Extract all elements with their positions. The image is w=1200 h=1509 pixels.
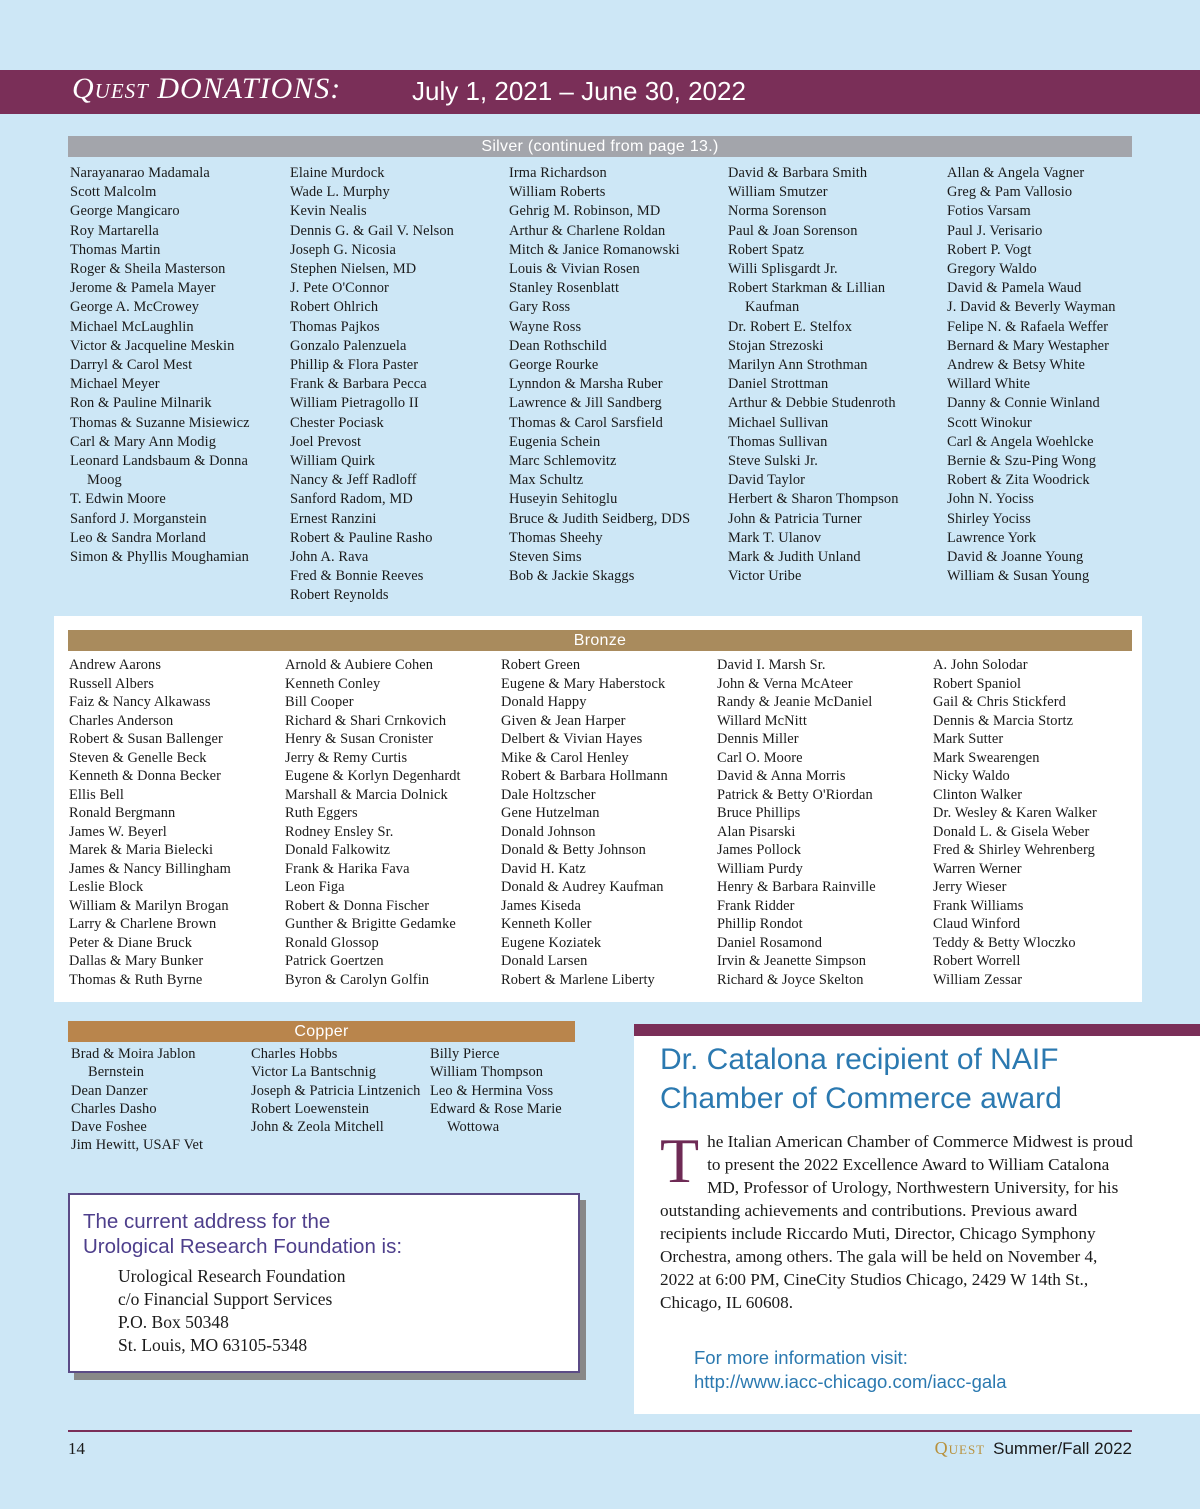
- donor-name: Donald & Audrey Kaufman: [501, 879, 664, 895]
- donor-name: Robert & Marlene Liberty: [501, 971, 655, 988]
- donor-name: Brad & Moira Jablon Bernstein: [71, 1046, 196, 1081]
- donor-name: Ernest Ranzini: [290, 510, 377, 527]
- donor-name: Marek & Maria Bielecki: [69, 842, 214, 858]
- donor-name: George Rourke: [509, 357, 599, 374]
- donor-name: Robert & Susan Ballenger: [69, 731, 223, 747]
- donor-name: Thomas & Carol Sarsfield: [509, 414, 663, 431]
- donor-name: Robert & Barbara Hollmann: [501, 768, 668, 784]
- more-info-link[interactable]: http://www.iacc-chicago.com/iacc-gala: [694, 1371, 1007, 1392]
- donor-name: Lawrence & Jill Sandberg: [509, 395, 662, 412]
- donor-name: Lawrence York: [947, 529, 1037, 546]
- donor-name: Robert & Zita Woodrick: [947, 472, 1090, 489]
- donor-name: Scott Malcolm: [70, 184, 157, 201]
- page-number: 14: [68, 1439, 85, 1458]
- donor-name: Shirley Yociss: [947, 510, 1031, 527]
- donor-name: Steven Sims: [509, 549, 582, 566]
- donor-name: Fred & Bonnie Reeves: [290, 568, 424, 585]
- donor-name: Thomas Sullivan: [728, 433, 828, 450]
- footer-issue-label: Summer/Fall 2022: [993, 1439, 1132, 1458]
- donor-name: Andrew & Betsy White: [947, 357, 1086, 374]
- donor-name: Dallas & Mary Bunker: [69, 953, 204, 969]
- donor-name: Thomas & Suzanne Misiewicz: [70, 414, 250, 431]
- donor-name: David H. Katz: [501, 860, 586, 877]
- donor-name: Delbert & Vivian Hayes: [501, 731, 643, 747]
- donor-name: Randy & Jeanie McDaniel: [717, 694, 873, 710]
- donor-name: Bill Cooper: [285, 694, 354, 710]
- donor-name: Mark Sutter: [933, 731, 1004, 747]
- donor-name: Marilyn Ann Strothman: [728, 357, 868, 374]
- donor-name: Edward & Rose Marie Wottowa: [430, 1100, 562, 1136]
- donor-name: Thomas Sheehy: [509, 529, 603, 546]
- donor-name: William Zessar: [933, 971, 1023, 988]
- donor-name: Willard McNitt: [717, 712, 807, 729]
- donor-name: Scott Winokur: [947, 414, 1032, 431]
- donor-name: Bruce & Judith Seidberg, DDS: [509, 510, 691, 527]
- donor-name: Warren Werner: [933, 860, 1022, 877]
- donor-name: Mike & Carol Henley: [501, 749, 629, 766]
- donor-name: Robert Reynolds: [290, 587, 389, 604]
- donor-name: David & Barbara Smith: [728, 165, 868, 181]
- donor-name: Allan & Angela Vagner: [947, 165, 1085, 181]
- donor-name: Ellis Bell: [69, 786, 124, 803]
- donor-name: Bernard & Mary Westapher: [947, 337, 1110, 354]
- donor-name: Stephen Nielsen, MD: [290, 261, 417, 278]
- donor-name: Faiz & Nancy Alkawass: [69, 694, 211, 710]
- donor-name: Ron & Pauline Milnarik: [70, 395, 212, 412]
- donor-name: John & Verna McAteer: [717, 675, 853, 692]
- article-rule: [634, 1024, 1200, 1036]
- donor-name: Stojan Strezoski: [728, 337, 824, 354]
- more-info: [694, 1346, 1007, 1394]
- donor-name: Andrew Aarons: [69, 657, 162, 673]
- donor-name: Huseyin Sehitoglu: [509, 491, 618, 508]
- bronze-column-5: [933, 656, 1133, 989]
- donor-name: Robert P. Vogt: [947, 241, 1032, 258]
- donor-name: Greg & Pam Vallosio: [947, 184, 1073, 201]
- donor-name: David Taylor: [728, 472, 806, 489]
- donor-name: James & Nancy Billingham: [69, 860, 231, 877]
- donor-name: Clinton Walker: [933, 786, 1023, 803]
- donor-name: Robert & Donna Fischer: [285, 897, 430, 914]
- donor-name: William Thompson: [430, 1064, 544, 1081]
- drop-cap: T: [660, 1125, 700, 1196]
- donor-name: Billy Pierce: [430, 1046, 500, 1062]
- donor-name: Given & Jean Harper: [501, 712, 626, 729]
- donor-name: Darryl & Carol Mest: [70, 357, 193, 374]
- silver-column-1: [70, 164, 285, 567]
- bronze-header: Bronze: [68, 630, 1132, 651]
- donor-name: Bernie & Szu-Ping Wong: [947, 453, 1097, 470]
- footer-rule: [68, 1430, 1132, 1432]
- donor-name: Henry & Susan Cronister: [285, 731, 434, 747]
- donor-name: Leon Figa: [285, 879, 345, 895]
- donor-name: Steve Sulski Jr.: [728, 453, 818, 470]
- donor-name: Donald Johnson: [501, 823, 596, 840]
- address-line-3: P.O. Box 50348: [118, 1312, 229, 1332]
- donor-name: Daniel Rosamond: [717, 934, 823, 951]
- silver-column-2: [290, 164, 505, 606]
- donor-name: Roy Martarella: [70, 222, 159, 239]
- donor-name: Jerome & Pamela Mayer: [70, 280, 216, 297]
- donor-name: Eugene & Korlyn Degenhardt: [285, 768, 461, 784]
- donor-name: Eugenia Schein: [509, 433, 601, 450]
- banner-period: July 1, 2021 – June 30, 2022: [412, 76, 746, 106]
- donor-name: Robert Loewenstein: [251, 1100, 370, 1117]
- donor-name: Michael Meyer: [70, 376, 160, 393]
- donor-name: Robert Spatz: [728, 241, 804, 258]
- donor-name: Dr. Robert E. Stelfox: [728, 318, 853, 335]
- copper-header: Copper: [68, 1021, 575, 1042]
- donor-name: Frank Ridder: [717, 897, 795, 914]
- donor-name: Robert Ohlrich: [290, 299, 379, 316]
- donor-name: Donald Falkowitz: [285, 842, 391, 858]
- donor-name: Peter & Diane Bruck: [69, 934, 192, 951]
- donor-name: Gary Ross: [509, 299, 571, 316]
- donor-name: Bob & Jackie Skaggs: [509, 568, 635, 585]
- donor-name: William Roberts: [509, 184, 606, 201]
- donor-name: Fred & Shirley Wehrenberg: [933, 842, 1095, 858]
- donor-name: Eugene Koziatek: [501, 934, 602, 951]
- donor-name: Russell Albers: [69, 675, 154, 692]
- donor-name: Phillip & Flora Paster: [290, 357, 419, 374]
- donor-name: Dean Danzer: [71, 1082, 148, 1099]
- donor-name: Donald Larsen: [501, 953, 588, 969]
- bronze-column-4: [717, 656, 929, 989]
- award-article: [634, 1024, 1200, 1414]
- donor-name: Dennis Miller: [717, 731, 799, 747]
- more-info-label: For more information visit:: [694, 1347, 908, 1368]
- donor-name: Thomas & Ruth Byrne: [69, 971, 203, 988]
- donor-name: J. David & Beverly Wayman: [947, 299, 1116, 316]
- donor-name: William & Susan Young: [947, 568, 1090, 585]
- donor-name: David & Joanne Young: [947, 549, 1084, 566]
- donor-name: Kenneth & Donna Becker: [69, 768, 222, 784]
- donor-name: James Kiseda: [501, 897, 581, 914]
- donor-name: Roger & Sheila Masterson: [70, 261, 226, 278]
- donor-name: Max Schultz: [509, 472, 584, 489]
- donor-name: Eugene & Mary Haberstock: [501, 675, 666, 692]
- donor-name: George A. McCrowey: [70, 299, 200, 316]
- donor-name: Paul J. Verisario: [947, 222, 1043, 239]
- donor-name: Charles Dasho: [71, 1100, 157, 1117]
- donor-name: Robert Starkman & Lillian Kaufman: [728, 280, 886, 316]
- award-body-text: he Italian American Chamber of Commerce Midwest is proud to present the 2022 Excellence Award to William Catalona MD, Professor of Urology, Northwestern University, for his outstanding achievements and contributions. Previous award recipients include Riccardo Muti, Director, Chicago Symphony Orchestra, among others. The gala will be held on November 4, 2022 at 6:00 PM, CineCity Studios Chicago, 2429 W 14th St., Chicago, IL 60608.: [660, 1132, 1133, 1312]
- silver-column-5: [947, 164, 1162, 586]
- donor-name: Jerry Wieser: [933, 879, 1007, 895]
- donor-name: Kevin Nealis: [290, 203, 367, 220]
- donor-name: Robert Worrell: [933, 953, 1021, 969]
- donor-name: James Pollock: [717, 842, 802, 858]
- section-banner: [0, 70, 1200, 114]
- donor-name: John & Zeola Mitchell: [251, 1119, 384, 1136]
- donor-name: Dennis G. & Gail V. Nelson: [290, 222, 454, 239]
- donor-name: Felipe N. & Rafaela Weffer: [947, 318, 1109, 335]
- donor-name: William & Marilyn Brogan: [69, 897, 229, 914]
- donor-name: Narayanarao Madamala: [70, 165, 210, 181]
- donor-name: David & Pamela Waud: [947, 280, 1082, 297]
- donor-name: Dale Holtzscher: [501, 786, 596, 803]
- address-line-4: St. Louis, MO 63105-5348: [118, 1335, 308, 1355]
- copper-column-1: [71, 1045, 246, 1155]
- donor-name: Norma Sorenson: [728, 203, 827, 220]
- donor-name: Fotios Varsam: [947, 203, 1031, 220]
- donor-name: Dr. Wesley & Karen Walker: [933, 805, 1097, 821]
- donor-name: Teddy & Betty Wloczko: [933, 934, 1076, 951]
- bronze-column-2: [285, 656, 497, 989]
- donor-name: Leo & Sandra Morland: [70, 529, 206, 546]
- donor-name: Richard & Shari Crnkovich: [285, 712, 447, 729]
- address-line-2: c/o Financial Support Services: [118, 1289, 333, 1309]
- copper-column-3: [430, 1045, 580, 1136]
- donor-name: Herbert & Sharon Thompson: [728, 491, 899, 508]
- footer-issue: [935, 1438, 1132, 1459]
- donor-name: Mark T. Ulanov: [728, 529, 822, 546]
- donor-name: Lynndon & Marsha Ruber: [509, 376, 663, 393]
- donor-name: Mark & Judith Unland: [728, 549, 861, 566]
- donor-name: Charles Anderson: [69, 712, 174, 729]
- donor-name: John & Patricia Turner: [728, 510, 862, 527]
- donor-name: Robert Spaniol: [933, 675, 1022, 692]
- address-line-1: Urological Research Foundation: [118, 1266, 346, 1286]
- donor-name: Dean Rothschild: [509, 337, 607, 354]
- donor-name: Ruth Eggers: [285, 805, 358, 821]
- donor-name: John A. Rava: [290, 549, 369, 566]
- donor-name: Elaine Murdock: [290, 165, 385, 181]
- donor-name: Irma Richardson: [509, 165, 607, 181]
- donor-name: Leo & Hermina Voss: [430, 1082, 554, 1099]
- donor-name: Gregory Waldo: [947, 261, 1037, 278]
- donor-name: Michael Sullivan: [728, 414, 829, 431]
- donor-name: Sanford J. Morganstein: [70, 510, 207, 527]
- donor-name: Victor & Jacqueline Meskin: [70, 337, 235, 354]
- donor-name: Patrick & Betty O'Riordan: [717, 786, 873, 803]
- donor-name: Stanley Rosenblatt: [509, 280, 620, 297]
- donor-name: Arthur & Debbie Studenroth: [728, 395, 896, 412]
- donor-name: David I. Marsh Sr.: [717, 657, 826, 673]
- donor-name: Ronald Bergmann: [69, 805, 176, 821]
- donor-name: Marc Schlemovitz: [509, 453, 617, 470]
- donor-name: Joseph & Patricia Lintzenich: [251, 1082, 421, 1099]
- donor-name: Byron & Carolyn Golfin: [285, 971, 430, 988]
- donor-name: Arnold & Aubiere Cohen: [285, 657, 434, 673]
- donor-name: Jerry & Remy Curtis: [285, 749, 408, 766]
- donor-name: Jim Hewitt, USAF Vet: [71, 1137, 204, 1154]
- donor-name: Gehrig M. Robinson, MD: [509, 203, 661, 220]
- donor-name: Nancy & Jeff Radloff: [290, 472, 417, 489]
- bronze-column-1: [69, 656, 281, 989]
- award-headline: Dr. Catalona recipient of NAIF Chamber of Commerce award: [660, 1043, 1062, 1115]
- donor-name: William Pietragollo II: [290, 395, 419, 412]
- banner-title: Quest DONATIONS:: [72, 72, 342, 105]
- donor-name: Wade L. Murphy: [290, 184, 390, 201]
- donor-name: Donald & Betty Johnson: [501, 842, 646, 858]
- donor-name: Phillip Rondot: [717, 916, 803, 932]
- award-body: [660, 1125, 1135, 1314]
- donor-name: William Quirk: [290, 453, 376, 470]
- donor-name: William Smutzer: [728, 184, 828, 201]
- donor-name: George Mangicaro: [70, 203, 180, 220]
- address-title: The current address for the Urological Research Foundation is:: [83, 1210, 403, 1258]
- copper-column-2: [251, 1045, 426, 1136]
- donor-name: Gene Hutzelman: [501, 805, 600, 821]
- donor-name: Victor La Bantschnig: [251, 1064, 377, 1081]
- donor-name: Nicky Waldo: [933, 768, 1010, 784]
- donor-name: Rodney Ensley Sr.: [285, 823, 394, 840]
- donor-name: Frank & Barbara Pecca: [290, 376, 427, 393]
- donor-name: Simon & Phyllis Moughamian: [70, 549, 249, 566]
- donor-name: Michael McLaughlin: [70, 318, 194, 335]
- donor-name: Kenneth Koller: [501, 916, 592, 932]
- donor-name: Wayne Ross: [509, 318, 582, 335]
- donor-name: Larry & Charlene Brown: [69, 916, 217, 932]
- footer-brand: Quest: [934, 1438, 986, 1458]
- silver-column-4: [728, 164, 943, 586]
- donor-name: Donald Happy: [501, 694, 587, 710]
- donor-name: Gail & Chris Stickferd: [933, 694, 1066, 710]
- donor-name: Carl & Mary Ann Modig: [70, 433, 216, 450]
- donor-name: Marshall & Marcia Dolnick: [285, 786, 448, 803]
- donor-name: Leonard Landsbaum & Donna Moog: [70, 453, 248, 489]
- donor-name: Alan Pisarski: [717, 823, 796, 840]
- donor-name: Kenneth Conley: [285, 675, 381, 692]
- donor-name: Claud Winford: [933, 916, 1021, 932]
- donor-name: Robert & Pauline Rasho: [290, 529, 433, 546]
- donor-name: Sanford Radom, MD: [290, 491, 413, 508]
- donor-name: Irvin & Jeanette Simpson: [717, 953, 867, 969]
- donor-name: Patrick Goertzen: [285, 953, 384, 969]
- donor-name: David & Anna Morris: [717, 768, 846, 784]
- silver-header: Silver (continued from page 13.): [68, 136, 1132, 157]
- donor-name: Joseph G. Nicosia: [290, 241, 397, 258]
- donor-name: Willi Splisgardt Jr.: [728, 261, 838, 278]
- donor-name: William Purdy: [717, 860, 803, 877]
- donor-name: Donald L. & Gisela Weber: [933, 823, 1090, 840]
- donor-name: Dennis & Marcia Stortz: [933, 712, 1074, 729]
- donor-name: John N. Yociss: [947, 491, 1034, 508]
- address-box: [68, 1193, 580, 1373]
- donor-name: Willard White: [947, 376, 1031, 393]
- donor-name: Paul & Joan Sorenson: [728, 222, 858, 239]
- donor-name: Mark Swearengen: [933, 749, 1040, 766]
- donor-name: Dave Foshee: [71, 1119, 147, 1136]
- donor-name: Gunther & Brigitte Gedamke: [285, 916, 456, 932]
- donor-name: Steven & Genelle Beck: [69, 749, 207, 766]
- donor-name: Victor Uribe: [728, 568, 802, 585]
- donor-name: Thomas Pajkos: [290, 318, 380, 335]
- donor-name: Danny & Connie Winland: [947, 395, 1100, 412]
- bronze-column-3: [501, 656, 713, 989]
- donor-name: Richard & Joyce Skelton: [717, 971, 864, 988]
- donor-name: Arthur & Charlene Roldan: [509, 222, 666, 239]
- donor-name: Frank Williams: [933, 897, 1024, 914]
- donor-name: A. John Solodar: [933, 657, 1028, 673]
- donor-name: Robert Green: [501, 657, 581, 673]
- donor-name: Henry & Barbara Rainville: [717, 879, 876, 895]
- donor-name: Frank & Harika Fava: [285, 860, 410, 877]
- donor-name: Joel Prevost: [290, 433, 362, 450]
- donor-name: Leslie Block: [69, 879, 144, 895]
- donor-name: Daniel Strottman: [728, 376, 829, 393]
- donor-name: Bruce Phillips: [717, 805, 801, 821]
- donor-name: T. Edwin Moore: [70, 491, 166, 508]
- donor-name: Louis & Vivian Rosen: [509, 261, 640, 278]
- donor-name: Ronald Glossop: [285, 934, 379, 951]
- donor-name: Gonzalo Palenzuela: [290, 337, 407, 354]
- donor-name: Charles Hobbs: [251, 1046, 338, 1062]
- donor-name: Mitch & Janice Romanowski: [509, 241, 680, 258]
- donor-name: James W. Beyerl: [69, 823, 167, 840]
- donor-name: Thomas Martin: [70, 241, 161, 258]
- donor-name: Carl O. Moore: [717, 749, 803, 766]
- silver-column-3: [509, 164, 724, 586]
- donor-name: J. Pete O'Connor: [290, 280, 389, 297]
- donor-name: Chester Pociask: [290, 414, 384, 431]
- donor-name: Carl & Angela Woehlcke: [947, 433, 1094, 450]
